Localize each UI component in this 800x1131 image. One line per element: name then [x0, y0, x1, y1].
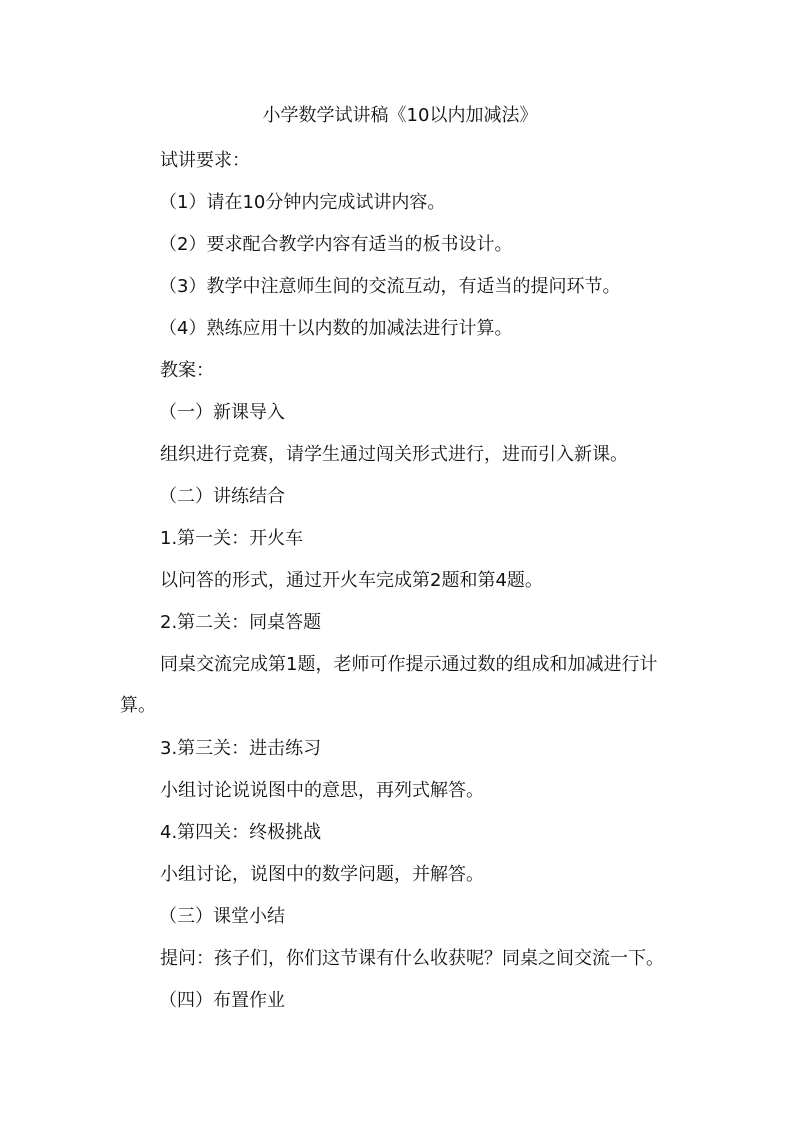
section-3-text: 提问：孩子们，你们这节课有什么收获呢？同桌之间交流一下。	[160, 948, 664, 969]
level-1-text: 以问答的形式，通过开火车完成第2题和第4题。	[160, 570, 543, 591]
section-3-heading: （三）课堂小结	[159, 906, 285, 927]
level-2-heading: 2.第二关：同桌答题	[160, 612, 322, 633]
level-4-text: 小组讨论，说图中的数学问题，并解答。	[160, 864, 484, 885]
requirement-1: （1）请在10分钟内完成试讲内容。	[159, 192, 446, 213]
level-2-text-line-2: 算。	[120, 695, 156, 716]
section-1-text: 组织进行竞赛，请学生通过闯关形式进行，进而引入新课。	[160, 444, 628, 465]
section-1-heading: （一）新课导入	[159, 402, 285, 423]
level-3-text: 小组讨论说说图中的意思，再列式解答。	[160, 780, 484, 801]
level-2-text-line-1: 同桌交流完成第1题，老师可作提示通过数的组成和加减进行计	[160, 654, 658, 675]
requirement-4: （4）熟练应用十以内数的加减法进行计算。	[159, 318, 513, 339]
section-2-heading: （二）讲练结合	[159, 486, 285, 507]
requirement-2: （2）要求配合教学内容有适当的板书设计。	[159, 234, 513, 255]
lesson-plan-heading: 教案：	[160, 360, 214, 381]
level-3-heading: 3.第三关：进击练习	[160, 738, 322, 759]
requirements-heading: 试讲要求：	[160, 150, 250, 171]
section-4-heading: （四）布置作业	[159, 990, 285, 1011]
level-4-heading: 4.第四关：终极挑战	[160, 822, 322, 843]
level-1-heading: 1.第一关：开火车	[160, 528, 304, 549]
document-title: 小学数学试讲稿《10以内加减法》	[262, 105, 538, 126]
requirement-3: （3）教学中注意师生间的交流互动，有适当的提问环节。	[159, 276, 621, 297]
